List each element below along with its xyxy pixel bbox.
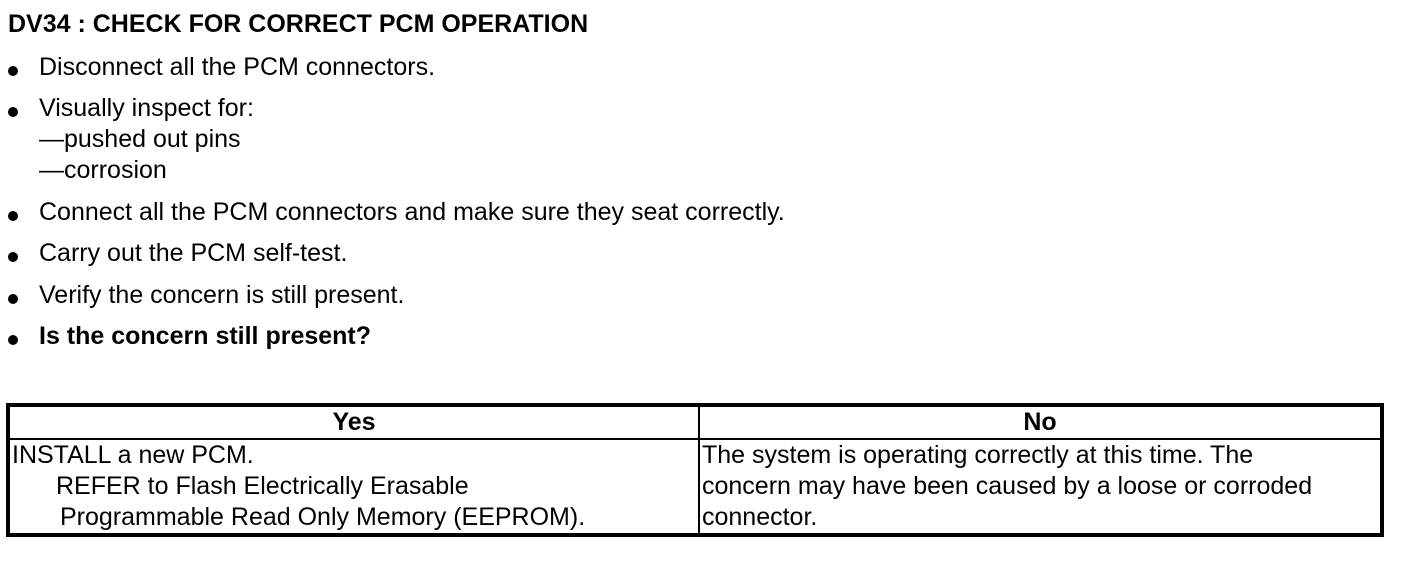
step-text: Visually inspect for: — [39, 94, 254, 122]
table-row — [8, 439, 1382, 535]
bullet-icon — [8, 66, 18, 76]
step-text: Verify the concern is still present. — [39, 281, 405, 309]
table-header-row — [8, 405, 1382, 439]
yes-line: Programmable Read Only Memory (EEPROM). — [60, 503, 586, 531]
bullet-icon — [8, 252, 18, 262]
step-text: Disconnect all the PCM connectors. — [39, 53, 436, 81]
yes-line: INSTALL a new PCM. — [12, 441, 254, 469]
sub-item: —corrosion — [39, 156, 167, 184]
bullet-icon — [8, 211, 18, 221]
no-line: The system is operating correctly at this time. The — [702, 441, 1254, 469]
yes-cell — [8, 439, 699, 535]
bullet-icon — [8, 107, 18, 117]
sub-item: —pushed out pins — [39, 125, 241, 153]
no-cell — [699, 439, 1382, 535]
yes-line: REFER to Flash Electrically Erasable — [56, 472, 469, 500]
page-title: DV34 : CHECK FOR CORRECT PCM OPERATION — [8, 10, 589, 38]
step-text: Connect all the PCM connectors and make sure they seat correctly. — [39, 198, 785, 226]
question-text: Is the concern still present? — [39, 322, 372, 350]
step-text: Carry out the PCM self-test. — [39, 239, 348, 267]
result-table — [6, 403, 1384, 537]
no-line: connector. — [702, 503, 818, 531]
no-header: No — [699, 405, 1382, 439]
no-line: concern may have been caused by a loose or corroded — [702, 472, 1313, 500]
bullet-icon — [8, 294, 18, 304]
yes-header: Yes — [8, 405, 699, 439]
bullet-icon — [8, 335, 18, 345]
